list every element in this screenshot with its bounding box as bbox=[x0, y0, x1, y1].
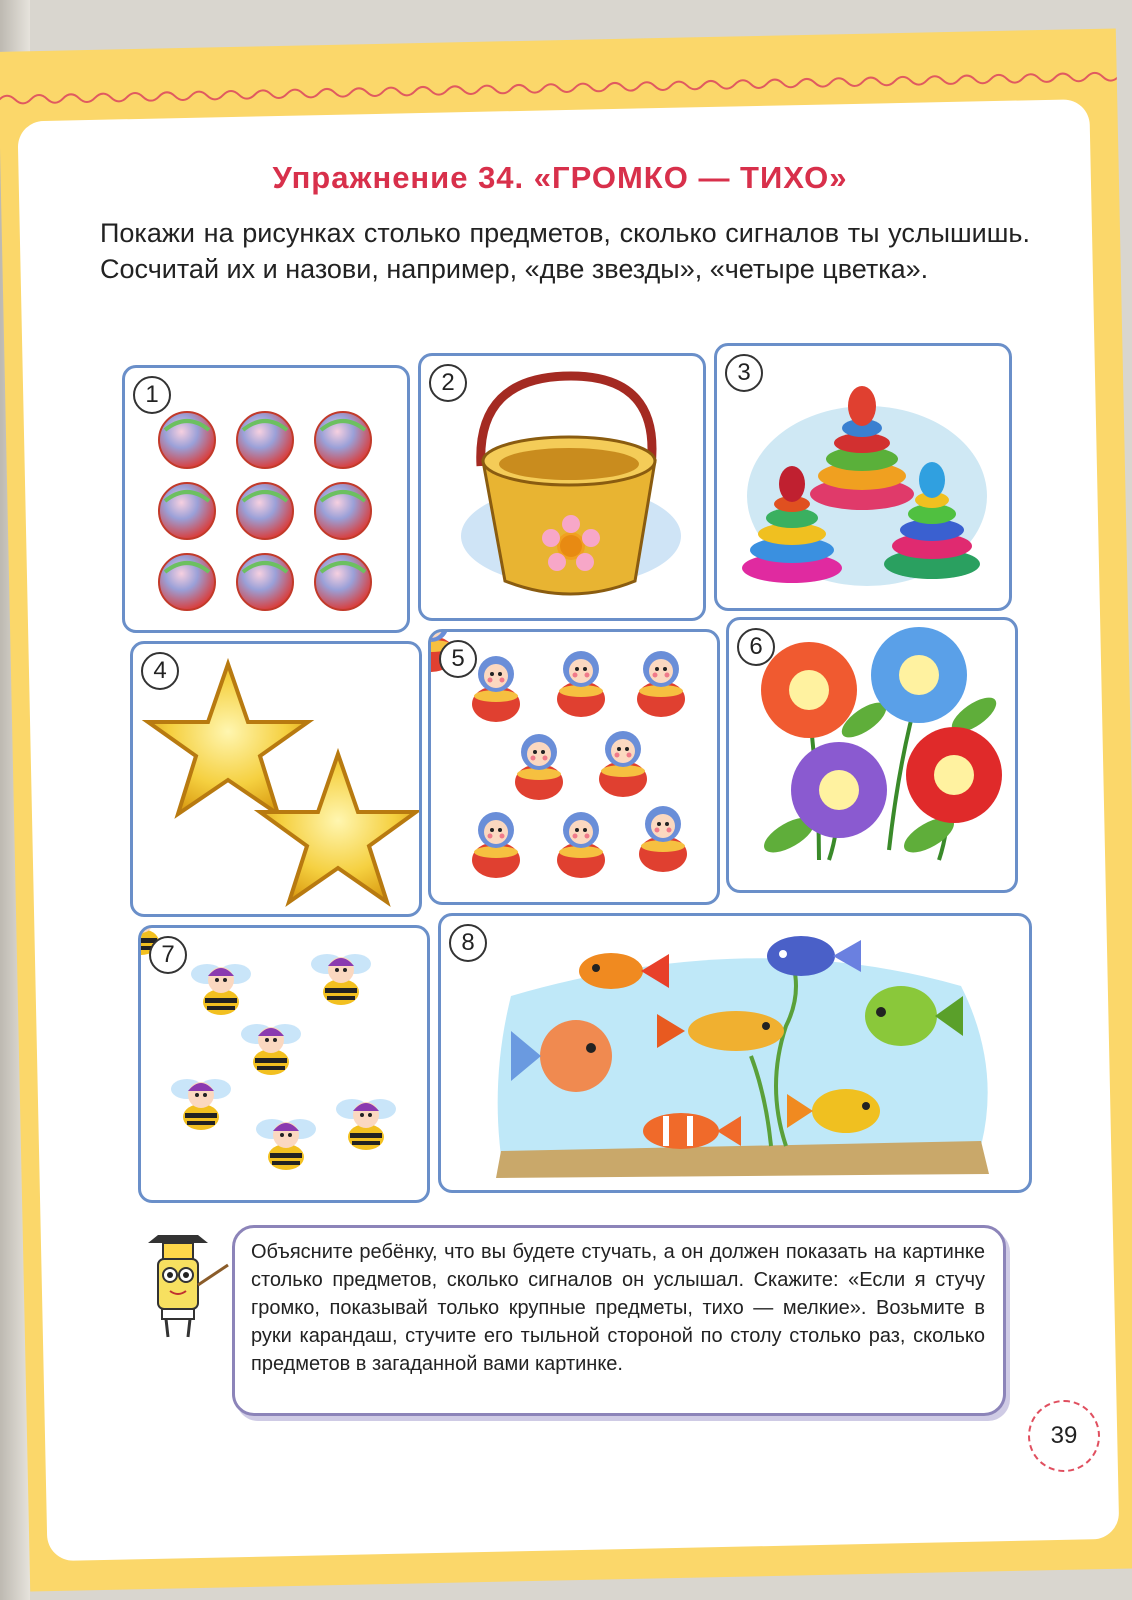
panel-2[interactable] bbox=[418, 353, 706, 621]
panel-number: 2 bbox=[429, 364, 467, 402]
bucket-icon bbox=[421, 356, 703, 618]
panel-number: 4 bbox=[141, 652, 179, 690]
pencil-teacher-mascot bbox=[128, 1225, 238, 1345]
panel-number: 5 bbox=[439, 640, 477, 678]
panel-number: 6 bbox=[737, 628, 775, 666]
page-number: 39 bbox=[1028, 1400, 1100, 1472]
exercise-instructions: Покажи на рисунках столько предметов, сколько сигналов ты услышишь. Сосчитай их и назови, например, «две звезды», «четыре цветка». bbox=[100, 218, 1030, 284]
stars-icon bbox=[133, 644, 419, 914]
ring-pyramids-icon bbox=[717, 346, 1009, 608]
roly-poly-dolls-icon bbox=[431, 632, 717, 902]
flowers-icon bbox=[729, 620, 1015, 890]
panel-number: 7 bbox=[149, 936, 187, 974]
panel-4[interactable] bbox=[130, 641, 422, 917]
panel-number: 3 bbox=[725, 354, 763, 392]
panel-7[interactable] bbox=[138, 925, 430, 1203]
parent-tip-text: Объясните ребёнку, что вы будете стучать, а он должен показать на картинке столько предметов, сколько сигналов он услышал. Скажите: «Если я стучу громко, показывай только крупные предметы, тихо — мелкие». Возьмите в руки карандаш, стучите его тыльной стороной по столу столько раз, сколько предметов в загаданной вами картинке. bbox=[251, 1241, 985, 1375]
panel-8[interactable] bbox=[438, 913, 1032, 1193]
panel-number: 8 bbox=[449, 924, 487, 962]
panel-number: 1 bbox=[133, 376, 171, 414]
panel-5[interactable] bbox=[428, 629, 720, 905]
exercise-title: Упражнение 34. «ГРОМКО — ТИХО» bbox=[272, 160, 848, 195]
panel-1[interactable] bbox=[122, 365, 410, 633]
balls-icon bbox=[125, 368, 407, 630]
panel-3[interactable] bbox=[714, 343, 1012, 611]
panel-6[interactable] bbox=[726, 617, 1018, 893]
aquarium-fish-icon bbox=[441, 916, 1029, 1190]
parent-tip-box bbox=[232, 1225, 1006, 1416]
bees-icon bbox=[141, 928, 427, 1200]
